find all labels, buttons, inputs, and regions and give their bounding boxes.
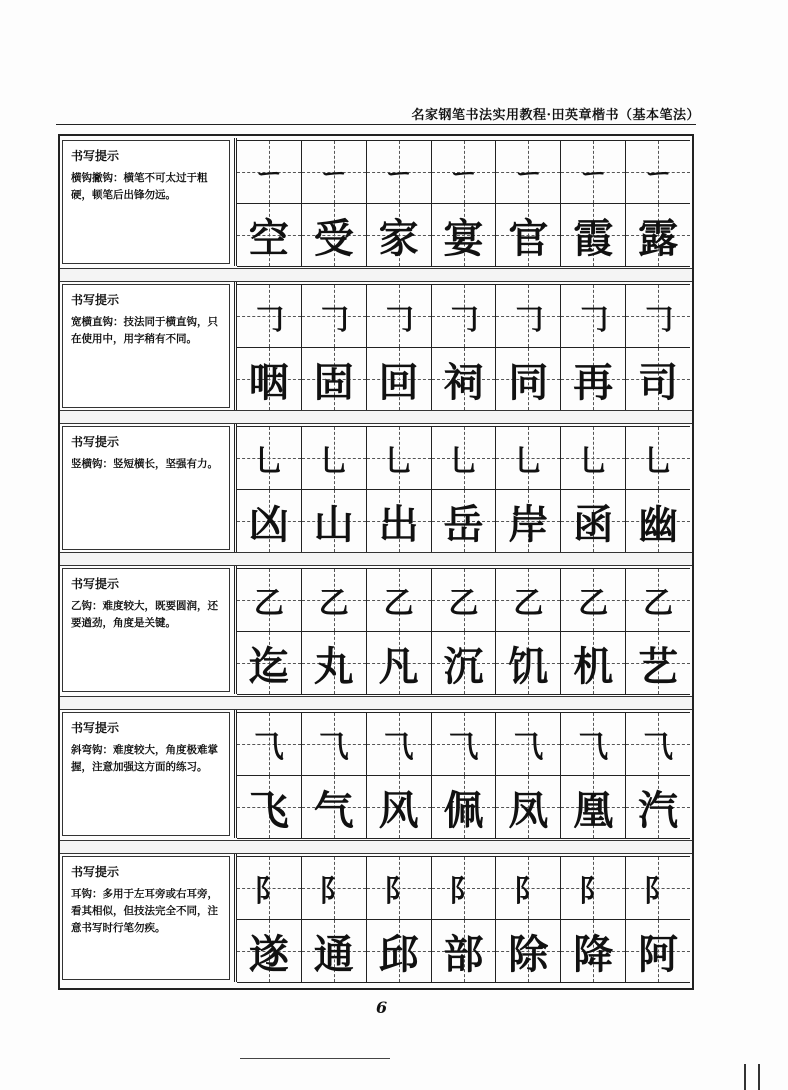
stroke-row (237, 426, 690, 490)
character-cell (625, 348, 690, 410)
stroke-cell (625, 141, 690, 203)
stroke-glyph: ㄧ (383, 158, 414, 193)
practice-section (60, 710, 692, 838)
example-character: 沉 (443, 642, 484, 690)
page-edge-mark (744, 1064, 760, 1090)
stroke-cell (431, 285, 496, 347)
example-character: 机 (573, 642, 614, 690)
stroke-cell (237, 141, 301, 203)
character-cell (366, 204, 431, 266)
character-cell (495, 348, 560, 410)
example-character: 除 (508, 930, 549, 978)
hint-title: 书写提示 (71, 149, 120, 163)
example-character: 官 (508, 214, 549, 262)
stroke-cell (625, 857, 690, 919)
section-separator (60, 840, 692, 854)
character-cell (366, 490, 431, 552)
stroke-glyph: 阝 (383, 874, 414, 909)
stroke-cell (625, 569, 690, 631)
example-character: 同 (508, 358, 549, 406)
stroke-cell (625, 285, 690, 347)
character-row (237, 920, 690, 983)
character-cell (560, 490, 625, 552)
stroke-cell (495, 857, 560, 919)
character-row (237, 490, 690, 553)
stroke-cell (431, 569, 496, 631)
example-character: 司 (638, 358, 679, 406)
stroke-glyph: 𠃌 (448, 302, 479, 337)
character-row (237, 632, 690, 695)
writing-hint-box (62, 426, 230, 550)
example-character: 露 (638, 214, 679, 262)
stroke-cell (560, 141, 625, 203)
stroke-cell (495, 713, 560, 775)
stroke-glyph: 阝 (318, 874, 349, 909)
example-character: 祠 (443, 358, 484, 406)
practice-grid (234, 138, 690, 266)
character-cell (431, 632, 496, 694)
stroke-cell (560, 713, 625, 775)
character-cell (431, 920, 496, 982)
character-cell (366, 776, 431, 838)
stroke-glyph: ㄧ (578, 158, 609, 193)
stroke-glyph: 阝 (578, 874, 609, 909)
example-character: 凤 (508, 786, 549, 834)
stroke-cell (366, 857, 431, 919)
stroke-glyph: 乚 (643, 444, 674, 479)
example-character: 家 (378, 214, 419, 262)
stroke-cell (237, 857, 301, 919)
stroke-cell (495, 285, 560, 347)
character-cell (366, 632, 431, 694)
footer-rule (240, 1058, 390, 1059)
example-character: 幽 (638, 500, 679, 548)
stroke-cell (560, 285, 625, 347)
character-cell (301, 348, 366, 410)
example-character: 邱 (378, 930, 419, 978)
stroke-glyph: 乚 (383, 444, 414, 479)
example-character: 降 (573, 930, 614, 978)
stroke-cell (301, 857, 366, 919)
practice-section (60, 854, 692, 982)
section-separator (60, 552, 692, 566)
character-cell (237, 632, 301, 694)
stroke-cell (560, 569, 625, 631)
hint-title: 书写提示 (71, 721, 120, 735)
stroke-glyph: 乚 (253, 444, 284, 479)
example-character: 风 (378, 786, 419, 834)
hint-text: 斜弯钩：难度较大，角度极难掌握，注意加强这方面的练习。 (71, 744, 218, 773)
character-cell (301, 490, 366, 552)
stroke-glyph: 阝 (513, 874, 544, 909)
practice-grid (234, 566, 690, 694)
stroke-glyph: 乙 (448, 586, 479, 621)
stroke-row (237, 140, 690, 204)
example-character: 迄 (248, 642, 289, 690)
example-character: 艺 (638, 642, 679, 690)
character-cell (560, 920, 625, 982)
character-cell (366, 348, 431, 410)
stroke-glyph: ㄧ (318, 158, 349, 193)
stroke-glyph: 乚 (578, 444, 609, 479)
stroke-cell (625, 427, 690, 489)
example-character: 部 (443, 930, 484, 978)
character-cell (495, 490, 560, 552)
stroke-cell (301, 141, 366, 203)
stroke-glyph: ⺄ (253, 730, 284, 765)
example-character: 佩 (443, 786, 484, 834)
header-rule (56, 124, 696, 125)
stroke-glyph: ㄧ (643, 158, 674, 193)
example-character: 飞 (248, 786, 289, 834)
stroke-glyph: ㄧ (253, 158, 284, 193)
character-cell (625, 204, 690, 266)
character-cell (625, 490, 690, 552)
stroke-cell (301, 569, 366, 631)
stroke-glyph: 乚 (318, 444, 349, 479)
practice-grid (234, 424, 690, 552)
stroke-glyph: ⺄ (448, 730, 479, 765)
practice-grid (234, 710, 690, 838)
book-title-header: 名家钢笔书法实用教程·田英章楷书（基本笔法） (411, 108, 700, 123)
stroke-cell (237, 713, 301, 775)
stroke-glyph: ⺄ (513, 730, 544, 765)
stroke-glyph: 阝 (448, 874, 479, 909)
stroke-row (237, 568, 690, 632)
stroke-glyph: 乙 (318, 586, 349, 621)
hint-title: 书写提示 (71, 293, 120, 307)
stroke-cell (301, 713, 366, 775)
page-number: 6 (376, 998, 388, 1017)
character-cell (625, 776, 690, 838)
example-character: 通 (313, 930, 354, 978)
stroke-row (237, 712, 690, 776)
character-cell (237, 776, 301, 838)
character-cell (495, 920, 560, 982)
character-cell (301, 920, 366, 982)
stroke-glyph: 𠃌 (578, 302, 609, 337)
character-cell (625, 920, 690, 982)
section-separator (60, 410, 692, 424)
character-cell (431, 490, 496, 552)
example-character: 凶 (248, 500, 289, 548)
example-character: 回 (378, 358, 419, 406)
hint-title: 书写提示 (71, 865, 120, 879)
stroke-glyph: 乙 (578, 586, 609, 621)
character-cell (560, 776, 625, 838)
character-cell (301, 204, 366, 266)
writing-hint-box (62, 856, 230, 980)
character-cell (301, 776, 366, 838)
practice-section (60, 138, 692, 266)
hint-text: 横钩撇钩：横笔不可太过于粗硬，顿笔后出锋勿远。 (71, 172, 208, 201)
stroke-glyph: 𠃌 (253, 302, 284, 337)
practice-grid (234, 282, 690, 410)
example-character: 空 (248, 214, 289, 262)
example-character: 丸 (313, 642, 354, 690)
character-cell (625, 632, 690, 694)
stroke-glyph: 阝 (643, 874, 674, 909)
stroke-glyph: 阝 (253, 874, 284, 909)
example-character: 岸 (508, 500, 549, 548)
character-cell (560, 348, 625, 410)
character-cell (237, 348, 301, 410)
hint-title: 书写提示 (71, 435, 120, 449)
character-cell (431, 348, 496, 410)
stroke-cell (366, 427, 431, 489)
character-cell (431, 776, 496, 838)
character-cell (495, 776, 560, 838)
example-character: 受 (313, 214, 354, 262)
stroke-cell (431, 713, 496, 775)
example-character: 凰 (573, 786, 614, 834)
example-character: 阿 (638, 930, 679, 978)
stroke-cell (301, 285, 366, 347)
stroke-cell (560, 857, 625, 919)
example-character: 凡 (378, 642, 419, 690)
example-character: 气 (313, 786, 354, 834)
stroke-cell (495, 427, 560, 489)
stroke-cell (366, 285, 431, 347)
stroke-glyph: 乙 (643, 586, 674, 621)
stroke-row (237, 284, 690, 348)
example-character: 山 (313, 500, 354, 548)
stroke-glyph: 乚 (448, 444, 479, 479)
writing-hint-box (62, 140, 230, 264)
stroke-cell (237, 427, 301, 489)
example-character: 出 (378, 500, 419, 548)
stroke-glyph: ⺄ (578, 730, 609, 765)
stroke-cell (366, 713, 431, 775)
section-separator (60, 268, 692, 282)
stroke-glyph: 𠃌 (383, 302, 414, 337)
writing-hint-box (62, 712, 230, 836)
writing-hint-box (62, 284, 230, 408)
hint-text: 乙钩：难度较大，既要圆润，还要遒劲，角度是关键。 (71, 600, 218, 629)
stroke-glyph: ⺄ (383, 730, 414, 765)
stroke-row (237, 856, 690, 920)
stroke-glyph: 𠃌 (513, 302, 544, 337)
stroke-cell (237, 569, 301, 631)
character-row (237, 204, 690, 267)
character-row (237, 348, 690, 411)
stroke-glyph: ⺄ (643, 730, 674, 765)
stroke-glyph: 乙 (383, 586, 414, 621)
character-row (237, 776, 690, 839)
stroke-glyph: 乙 (513, 586, 544, 621)
character-cell (237, 204, 301, 266)
character-cell (495, 204, 560, 266)
writing-hint-box (62, 568, 230, 692)
stroke-cell (301, 427, 366, 489)
example-character: 汽 (638, 786, 679, 834)
character-cell (237, 490, 301, 552)
example-character: 咽 (248, 358, 289, 406)
character-cell (560, 204, 625, 266)
stroke-cell (560, 427, 625, 489)
stroke-glyph: 𠃌 (643, 302, 674, 337)
stroke-cell (431, 427, 496, 489)
stroke-cell (625, 713, 690, 775)
hint-text: 竖横钩：竖短横长，坚强有力。 (71, 458, 218, 470)
stroke-glyph: ⺄ (318, 730, 349, 765)
practice-section (60, 566, 692, 694)
character-cell (366, 920, 431, 982)
character-cell (301, 632, 366, 694)
character-cell (495, 632, 560, 694)
stroke-cell (237, 285, 301, 347)
practice-section (60, 282, 692, 410)
practice-grid (234, 854, 690, 982)
example-character: 遂 (248, 930, 289, 978)
hint-title: 书写提示 (71, 577, 120, 591)
example-character: 固 (313, 358, 354, 406)
example-character: 函 (573, 500, 614, 548)
stroke-cell (366, 141, 431, 203)
stroke-glyph: 乚 (513, 444, 544, 479)
character-cell (560, 632, 625, 694)
hint-text: 宽横直钩：技法同于横直钩，只在使用中，用字稍有不同。 (71, 316, 218, 345)
stroke-glyph: ㄧ (448, 158, 479, 193)
character-cell (237, 920, 301, 982)
example-character: 宴 (443, 214, 484, 262)
practice-section (60, 424, 692, 552)
example-character: 霞 (573, 214, 614, 262)
character-cell (431, 204, 496, 266)
hint-text: 耳钩：多用于左耳旁或右耳旁，看其相似，但技法完全不同，注意书写时行笔勿疾。 (71, 888, 218, 934)
section-separator (60, 696, 692, 710)
example-character: 岳 (443, 500, 484, 548)
stroke-glyph: 𠃌 (318, 302, 349, 337)
stroke-cell (495, 569, 560, 631)
example-character: 饥 (508, 642, 549, 690)
stroke-glyph: 乙 (253, 586, 284, 621)
stroke-cell (431, 857, 496, 919)
example-character: 再 (573, 358, 614, 406)
stroke-cell (366, 569, 431, 631)
stroke-cell (431, 141, 496, 203)
stroke-glyph: ㄧ (513, 158, 544, 193)
stroke-cell (495, 141, 560, 203)
